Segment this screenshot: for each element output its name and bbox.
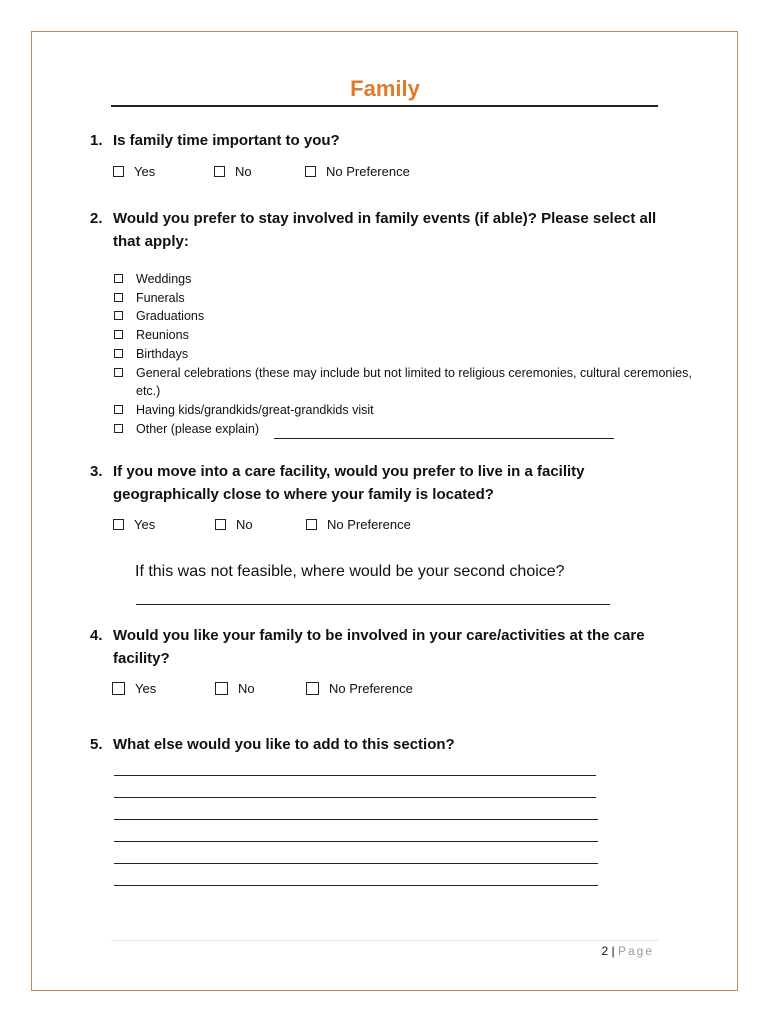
q2-weddings-checkbox[interactable] — [114, 270, 694, 289]
checkbox-icon — [113, 519, 124, 530]
q1-no-checkbox[interactable] — [214, 164, 252, 179]
question-2-text: Would you prefer to stay involved in family events (if able)? Please select all that apply: — [113, 210, 657, 250]
footer-rule — [111, 940, 658, 941]
q5-answer-line[interactable] — [114, 775, 596, 776]
question-2-options — [114, 270, 694, 438]
checkbox-icon — [306, 682, 319, 695]
question-3-text: If you move into a care facility, would you prefer to live in a facility geographically close to where your family is located? — [113, 463, 585, 503]
question-2-number: 2. — [90, 210, 103, 227]
question-1-number: 1. — [90, 132, 103, 149]
footer-separator: | — [611, 944, 615, 958]
question-4 — [90, 624, 690, 670]
q4-no-checkbox[interactable] — [215, 681, 255, 696]
q2-graduations-checkbox[interactable] — [114, 307, 694, 326]
question-3 — [90, 460, 690, 506]
q3-no-preference-checkbox[interactable] — [306, 517, 411, 532]
option-label: Other (please explain) — [136, 421, 259, 436]
checkbox-icon — [306, 519, 317, 530]
page-title: Family — [350, 76, 420, 101]
checkbox-icon — [114, 349, 123, 358]
option-label: No Preference — [327, 517, 411, 532]
option-label: Yes — [134, 517, 156, 532]
q4-yes-checkbox[interactable] — [112, 681, 156, 696]
option-label: Reunions — [136, 328, 189, 343]
option-label: Birthdays — [136, 346, 189, 361]
option-label: Funerals — [136, 290, 185, 305]
question-1-text: Is family time important to you? — [113, 132, 340, 149]
page-footer — [601, 944, 654, 958]
checkbox-icon — [214, 166, 225, 177]
title-rule — [111, 105, 658, 107]
option-label: No Preference — [329, 681, 413, 696]
q1-yes-checkbox[interactable] — [113, 164, 155, 179]
page-label: Page — [617, 944, 654, 958]
checkbox-icon — [305, 166, 316, 177]
q3-followup-answer-line[interactable] — [136, 604, 610, 605]
q5-answer-line[interactable] — [114, 885, 598, 886]
option-label: No Preference — [326, 164, 410, 179]
q2-other-answer-line[interactable] — [274, 438, 614, 439]
question-3-number: 3. — [90, 463, 103, 480]
option-label: No — [238, 681, 255, 696]
checkbox-icon — [114, 405, 123, 414]
checkbox-icon — [215, 682, 228, 695]
q2-funerals-checkbox[interactable] — [114, 289, 694, 308]
checkbox-icon — [114, 368, 123, 377]
checkbox-icon — [114, 330, 123, 339]
option-label: No — [235, 164, 252, 179]
q5-answer-line[interactable] — [114, 797, 596, 798]
q2-other-checkbox[interactable] — [114, 420, 694, 439]
checkbox-icon — [114, 274, 123, 283]
option-label: Weddings — [136, 272, 192, 286]
option-label: General celebrations (these may include but not limited to religious ceremonies, cultural ceremonies, etc.) — [136, 365, 692, 399]
checkbox-icon — [114, 424, 123, 433]
question-5-number: 5. — [90, 736, 103, 753]
q3-followup-question: If this was not feasible, where would be your second choice? — [135, 563, 565, 580]
option-label: No — [236, 517, 253, 532]
question-4-text: Would you like your family to be involved in your care/activities at the care facility? — [113, 627, 645, 667]
q2-family-visit-checkbox[interactable] — [114, 401, 694, 420]
option-label: Yes — [134, 164, 156, 179]
question-2 — [90, 207, 690, 253]
q5-answer-line[interactable] — [114, 863, 598, 864]
page-number: 2 — [601, 944, 609, 958]
q3-yes-checkbox[interactable] — [113, 517, 155, 532]
question-1 — [90, 129, 690, 152]
checkbox-icon — [114, 311, 123, 320]
q5-answer-line[interactable] — [114, 819, 598, 820]
q3-no-checkbox[interactable] — [215, 517, 253, 532]
q2-reunions-checkbox[interactable] — [114, 326, 694, 345]
checkbox-icon — [113, 166, 124, 177]
q2-birthdays-checkbox[interactable] — [114, 345, 694, 364]
checkbox-icon — [112, 682, 125, 695]
q4-no-preference-checkbox[interactable] — [306, 681, 413, 696]
question-5 — [90, 733, 690, 756]
question-4-number: 4. — [90, 627, 103, 644]
q2-general-celebrations-checkbox[interactable] — [114, 364, 694, 401]
question-5-text: What else would you like to add to this section? — [113, 736, 455, 753]
q1-no-preference-checkbox[interactable] — [305, 164, 410, 179]
option-label: Having kids/grandkids/great-grandkids visit — [136, 402, 374, 417]
option-label: Graduations — [136, 309, 205, 324]
checkbox-icon — [114, 293, 123, 302]
checkbox-icon — [215, 519, 226, 530]
option-label: Yes — [135, 681, 157, 696]
q5-answer-line[interactable] — [114, 841, 598, 842]
